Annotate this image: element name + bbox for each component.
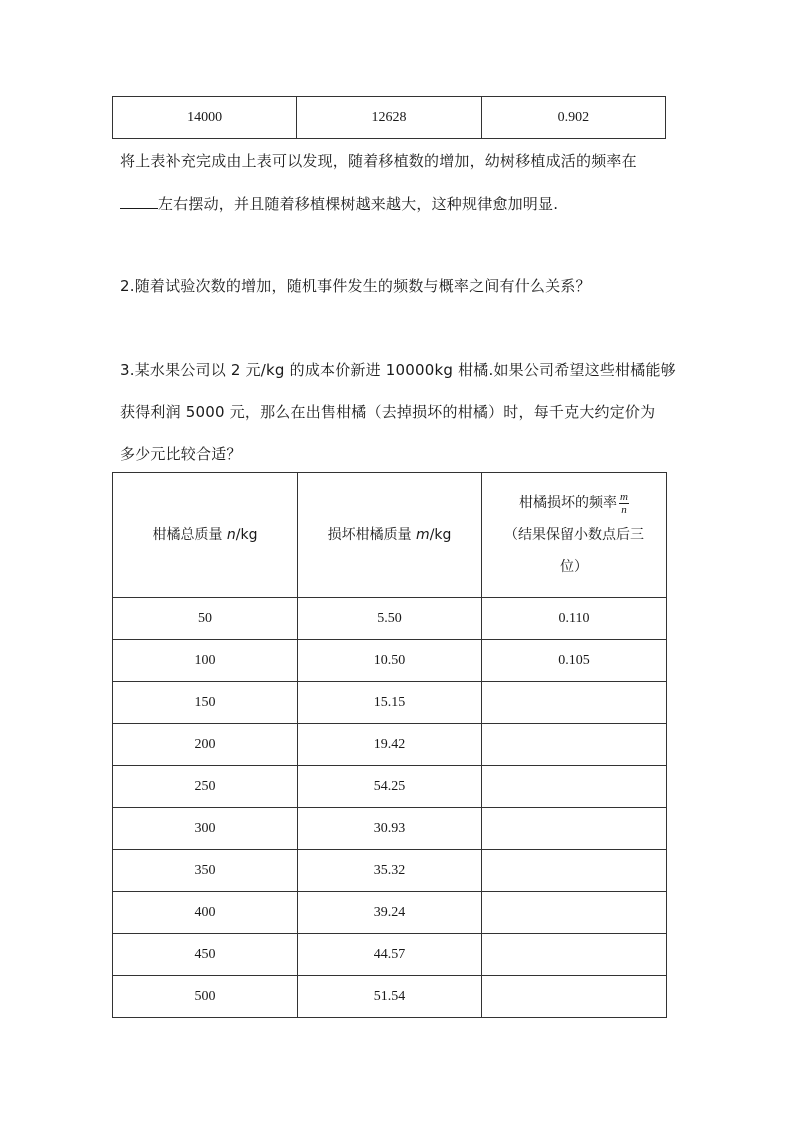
header-damage-frequency <box>482 473 667 598</box>
frequency-cell[interactable] <box>482 682 667 724</box>
header-line: 位） <box>560 559 588 575</box>
table-row <box>113 598 667 640</box>
table-row <box>113 724 667 766</box>
table-row <box>113 97 666 139</box>
table-cell: 250 <box>113 766 298 808</box>
table-row <box>113 976 667 1018</box>
question-3-line: 多少元比较合适？ <box>120 445 242 463</box>
fraction-denominator: n <box>621 503 627 516</box>
frequency-cell[interactable] <box>482 892 667 934</box>
header-text: 柑橘损坏的频率 <box>519 495 618 511</box>
table-cell: 51.54 <box>298 976 482 1018</box>
table-cell: 14000 <box>113 97 297 139</box>
frequency-cell[interactable] <box>482 766 667 808</box>
table-header-row <box>113 473 667 598</box>
planting-table-fragment <box>112 96 666 139</box>
table-row <box>113 892 667 934</box>
header-unit: /kg <box>235 527 258 543</box>
frequency-cell[interactable] <box>482 934 667 976</box>
table-cell: 350 <box>113 850 298 892</box>
fraction-numerator: m <box>620 490 628 503</box>
paragraph-text: 左右摆动，并且随着移植棵树越来越大，这种规律愈加明显. <box>158 195 559 213</box>
table-body <box>113 598 667 1018</box>
table-row <box>113 850 667 892</box>
table-cell: 300 <box>113 808 298 850</box>
table-row <box>113 766 667 808</box>
table-cell: 39.24 <box>298 892 482 934</box>
frequency-cell[interactable] <box>482 850 667 892</box>
table-cell: 500 <box>113 976 298 1018</box>
table-cell: 12628 <box>297 97 481 139</box>
table-row <box>113 682 667 724</box>
header-text: 损坏柑橘质量 <box>327 527 417 543</box>
table-row <box>113 640 667 682</box>
orange-damage-table <box>112 472 667 1018</box>
header-unit: /kg <box>429 527 452 543</box>
table-cell: 30.93 <box>298 808 482 850</box>
variable-m: m <box>416 527 430 543</box>
question-3-line: 获得利润 5000 元，那么在出售柑橘（去掉损坏的柑橘）时，每千克大约定价为 <box>120 403 656 421</box>
table-cell: 54.25 <box>298 766 482 808</box>
table-cell: 450 <box>113 934 298 976</box>
table-cell: 200 <box>113 724 298 766</box>
frequency-cell[interactable] <box>482 976 667 1018</box>
question-3-line: 3.某水果公司以 2 元/kg 的成本价新进 10000kg 柑橘.如果公司希望这些柑橘能够 <box>120 361 676 379</box>
table-cell: 50 <box>113 598 298 640</box>
paragraph-line <box>120 193 680 214</box>
table-row <box>113 934 667 976</box>
table-cell: 100 <box>113 640 298 682</box>
table-cell: 35.32 <box>298 850 482 892</box>
table-row <box>113 808 667 850</box>
frequency-cell[interactable] <box>482 808 667 850</box>
table-cell: 0.902 <box>481 97 665 139</box>
table-cell: 150 <box>113 682 298 724</box>
frequency-cell: 0.105 <box>482 640 667 682</box>
fraction-m-over-n <box>619 491 629 516</box>
frequency-cell[interactable] <box>482 724 667 766</box>
header-total-mass <box>113 473 298 598</box>
table-cell: 15.15 <box>298 682 482 724</box>
header-line <box>482 487 666 519</box>
header-text: 柑橘总质量 <box>152 527 227 543</box>
table-cell: 44.57 <box>298 934 482 976</box>
header-damaged-mass <box>298 473 482 598</box>
frequency-cell: 0.110 <box>482 598 667 640</box>
paragraph-line: 将上表补充完成由上表可以发现，随着移植数的增加，幼树移植成活的频率在 <box>120 152 637 170</box>
header-line: （结果保留小数点后三 <box>504 527 644 543</box>
fill-in-blank[interactable] <box>120 194 158 209</box>
table-cell: 10.50 <box>298 640 482 682</box>
variable-n: n <box>226 527 236 543</box>
table-cell: 5.50 <box>298 598 482 640</box>
question-2: 2.随着试验次数的增加，随机事件发生的频数与概率之间有什么关系？ <box>120 277 591 295</box>
table-cell: 400 <box>113 892 298 934</box>
table-cell: 19.42 <box>298 724 482 766</box>
